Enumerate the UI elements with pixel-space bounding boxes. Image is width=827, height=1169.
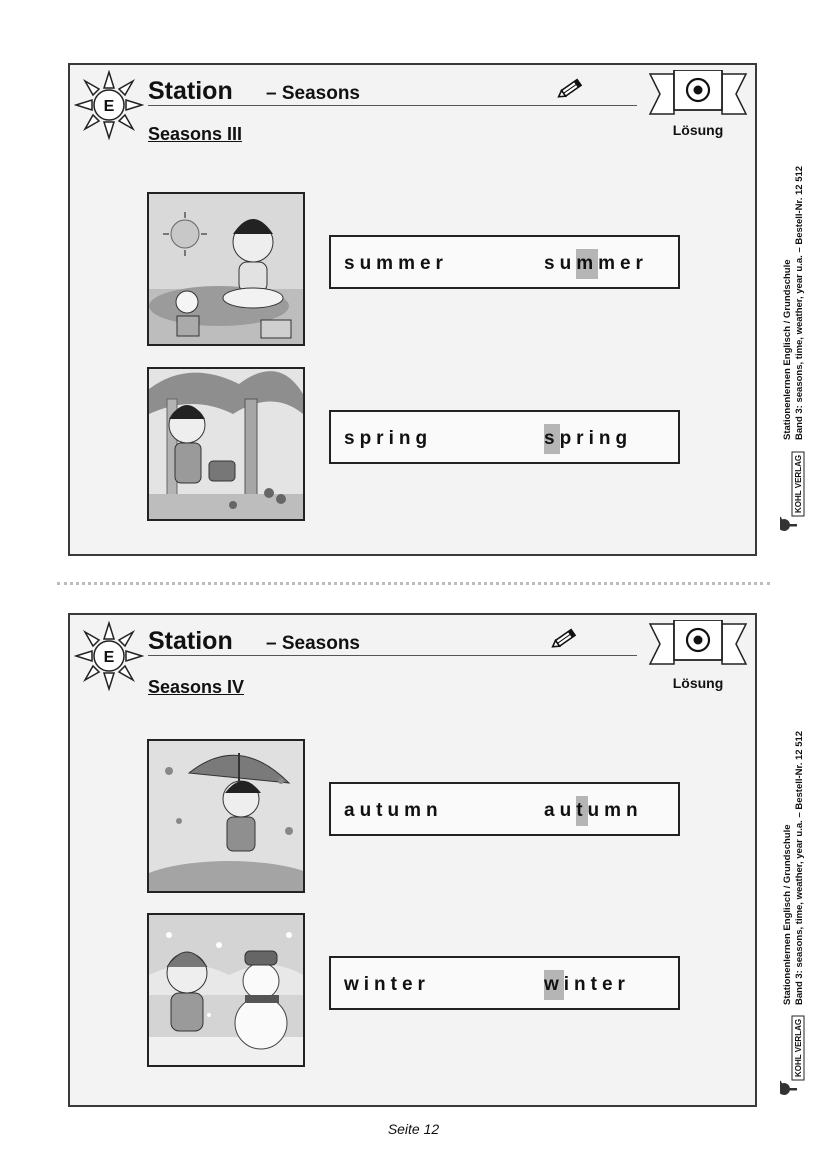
- highlighted-letter: w: [544, 970, 564, 1000]
- word-box: [329, 956, 680, 1010]
- station-card-1: [68, 63, 757, 556]
- publisher-logo: [780, 1016, 804, 1095]
- tree-logo-icon: [780, 1080, 797, 1095]
- pencil-icon: [557, 76, 587, 100]
- highlighted-letter: t: [576, 796, 587, 826]
- summer-picture: [147, 192, 305, 346]
- word-text: summer: [344, 253, 448, 274]
- side-info-bottom: [780, 700, 820, 1110]
- title-underline: [148, 655, 637, 656]
- station-subtitle: – Seasons: [266, 633, 360, 654]
- side-text-line2: Band 3: seasons, time, weather, year u.a. – Bestell-Nr. 12 512: [794, 165, 805, 440]
- solution-word: spring: [544, 428, 632, 450]
- solution-ribbon: [648, 70, 748, 118]
- sun-icon: [74, 621, 144, 691]
- solution-word: winter: [544, 974, 630, 996]
- solution-ribbon: [648, 620, 748, 668]
- publisher-logo: [780, 452, 804, 531]
- word-text: spring: [344, 428, 433, 449]
- solution-label: Lösung: [672, 675, 724, 691]
- solution-word: summer: [544, 253, 648, 275]
- dotted-divider: [57, 582, 770, 585]
- section-heading: Seasons IV: [148, 677, 245, 697]
- side-info-top: [780, 140, 820, 550]
- station-letter: E: [103, 649, 115, 666]
- solution-label: Lösung: [672, 122, 724, 138]
- word-box: [329, 235, 680, 289]
- highlighted-letter: m: [576, 249, 598, 279]
- svg-text:KOHL VERLAG: KOHL VERLAG: [794, 454, 803, 513]
- target-icon: [687, 79, 709, 101]
- tree-logo-icon: [780, 516, 797, 531]
- station-card-2: [68, 613, 757, 1107]
- station-subtitle: – Seasons: [266, 83, 360, 104]
- winter-picture: [147, 913, 305, 1067]
- side-text-line1: Stationenlernen Englisch / Grundschule: [782, 824, 793, 1005]
- side-text-line1: Stationenlernen Englisch / Grundschule: [782, 259, 793, 440]
- station-letter: E: [103, 98, 115, 115]
- autumn-picture: [147, 739, 305, 893]
- page-number: Seite 12: [387, 1121, 440, 1137]
- station-title: Station: [148, 627, 233, 655]
- side-text-line2: Band 3: seasons, time, weather, year u.a. – Bestell-Nr. 12 512: [794, 730, 805, 1005]
- title-underline: [148, 105, 637, 106]
- word-box: [329, 410, 680, 464]
- solution-word: autumn: [544, 800, 643, 822]
- spring-picture: [147, 367, 305, 521]
- target-icon: [687, 629, 709, 651]
- sun-icon: [74, 70, 144, 140]
- word-text: winter: [344, 974, 430, 995]
- pencil-icon: [551, 626, 581, 650]
- station-title: Station: [148, 77, 233, 105]
- word-text: autumn: [344, 800, 443, 821]
- svg-text:KOHL VERLAG: KOHL VERLAG: [794, 1018, 803, 1077]
- word-box: [329, 782, 680, 836]
- highlighted-letter: s: [544, 424, 560, 454]
- section-heading: Seasons III: [148, 124, 243, 144]
